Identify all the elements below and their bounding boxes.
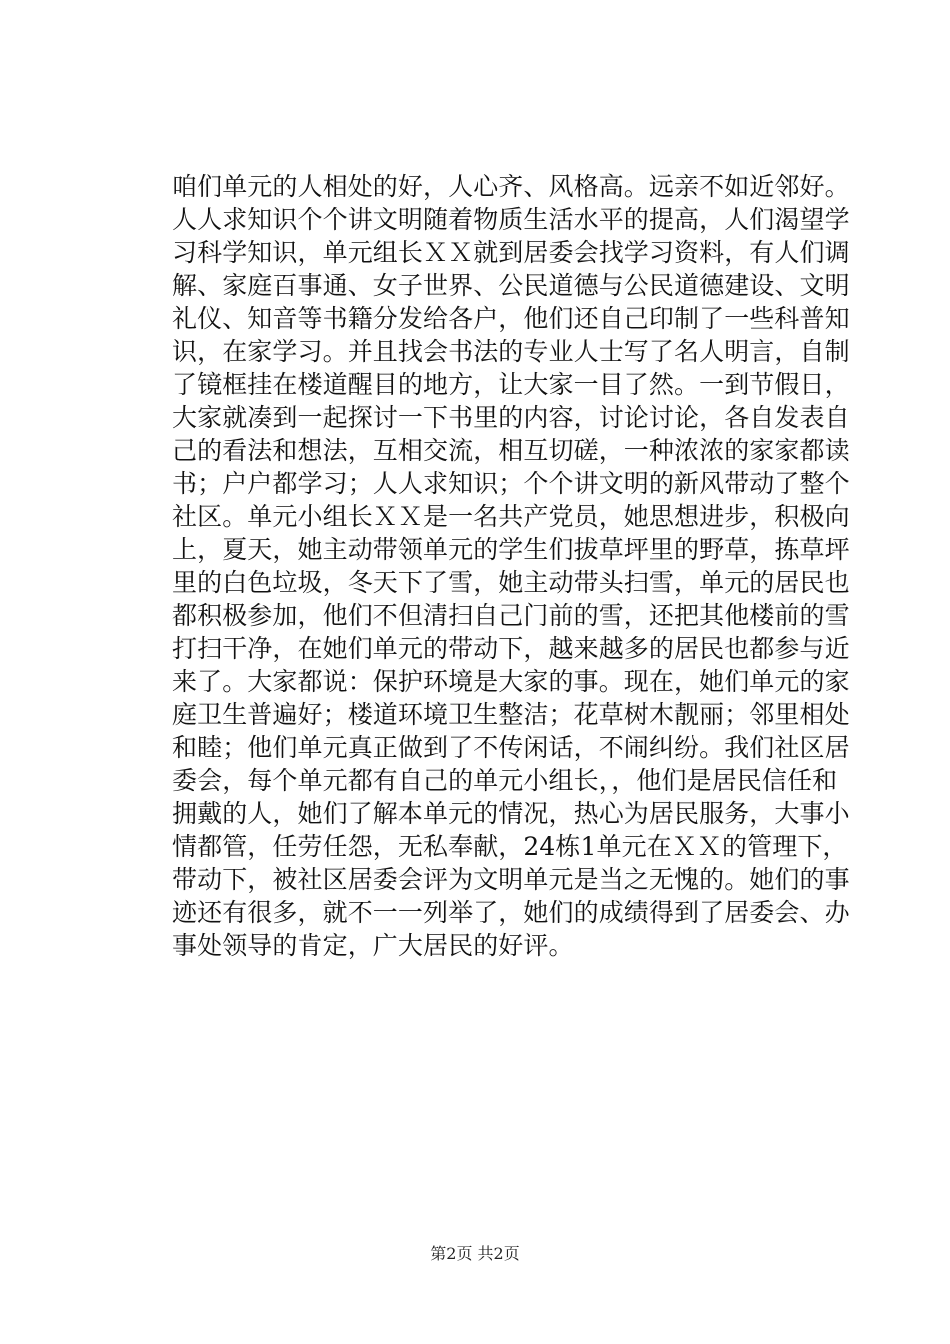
text-line: 己的看法和想法，互相交流，相互切磋，一种浓浓的家家都读 <box>172 436 850 465</box>
text-line: 带动下，被社区居委会评为文明单元是当之无愧的。她们的事 <box>172 865 850 894</box>
text-line: 咱们单元的人相处的好，人心齐、风格高。远亲不如近邻好。 <box>172 172 850 201</box>
text-line: 里的白色垃圾，冬天下了雪，她主动带头扫雪，单元的居民也 <box>172 568 850 597</box>
text-line: 习科学知识，单元组长ＸＸ就到居委会找学习资料，有人们调 <box>172 238 850 267</box>
text-line: 上，夏天，她主动带领单元的学生们拔草坪里的野草，拣草坪 <box>172 535 850 564</box>
text-line: 礼仪、知音等书籍分发给各户，他们还自己印制了一些科普知 <box>172 304 850 333</box>
text-line: 大家就凑到一起探讨一下书里的内容，讨论讨论，各自发表自 <box>172 403 850 432</box>
text-line: 打扫干净，在她们单元的带动下，越来越多的居民也都参与近 <box>172 634 850 663</box>
text-line: 识，在家学习。并且找会书法的专业人士写了名人明言，自制 <box>172 337 850 366</box>
text-line: 都积极参加，他们不但清扫自己门前的雪，还把其他楼前的雪 <box>172 601 850 630</box>
body-paragraph <box>172 170 850 962</box>
text-line: 解、家庭百事通、女子世界、公民道德与公民道德建设、文明 <box>172 271 850 300</box>
text-line: 庭卫生普遍好；楼道环境卫生整洁；花草树木靓丽；邻里相处 <box>172 700 850 729</box>
text-line: 书；户户都学习；人人求知识；个个讲文明的新风带动了整个 <box>172 469 850 498</box>
text-line: 迹还有很多，就不一一列举了，她们的成绩得到了居委会、办 <box>172 898 850 927</box>
text-line: 来了。大家都说：保护环境是大家的事。现在，她们单元的家 <box>172 667 850 696</box>
text-line: 社区。单元小组长ＸＸ是一名共产党员，她思想进步，积极向 <box>172 502 850 531</box>
text-line: 了镜框挂在楼道醒目的地方，让大家一目了然。一到节假日， <box>172 370 850 399</box>
page-number-footer: 第2页 共2页 <box>430 1244 520 1263</box>
text-line: 事处领导的肯定，广大居民的好评。 <box>172 931 574 960</box>
text-line: 和睦；他们单元真正做到了不传闲话，不闹纠纷。我们社区居 <box>172 733 850 762</box>
text-line: 情都管，任劳任怨，无私奉献，24栋1单元在ＸＸ的管理下， <box>172 832 848 861</box>
text-line: 拥戴的人，她们了解本单元的情况，热心为居民服务，大事小 <box>172 799 850 828</box>
text-line: 人人求知识个个讲文明随着物质生活水平的提高，人们渴望学 <box>172 205 850 234</box>
text-line: 委会，每个单元都有自己的单元小组长，，他们是居民信任和 <box>172 766 838 795</box>
